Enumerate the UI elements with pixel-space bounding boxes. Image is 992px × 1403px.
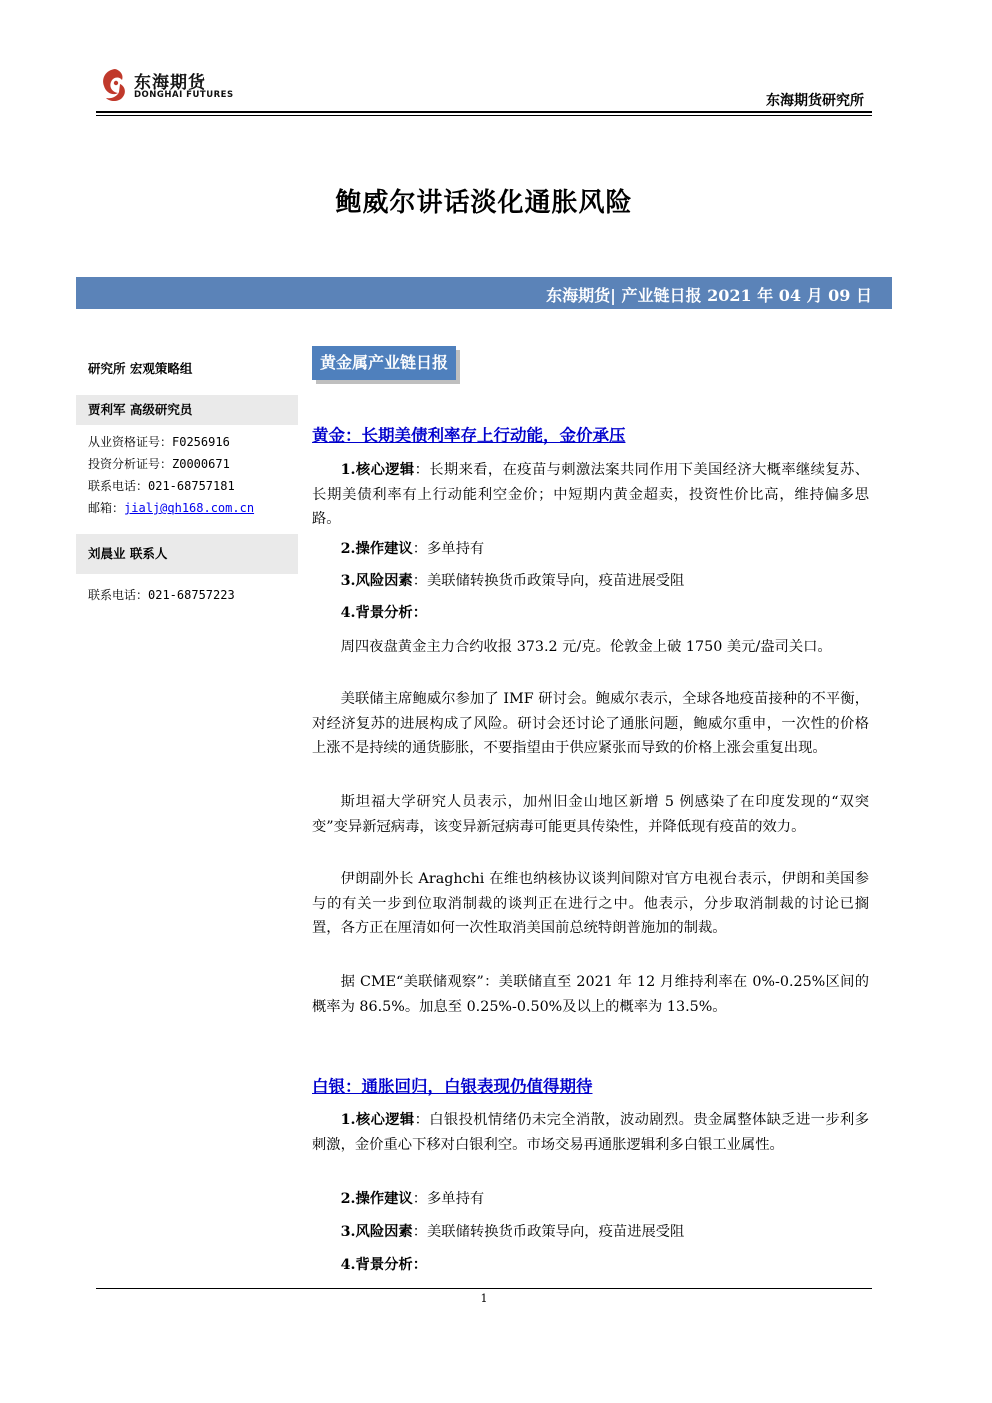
- contact-block: [76, 534, 298, 606]
- report-banner: [76, 277, 892, 309]
- email-label: 邮箱：: [88, 501, 125, 515]
- gold-advice-text: ：多单持有: [412, 541, 485, 557]
- sidebar: [76, 354, 298, 384]
- silver-bg-label: 4.背景分析：: [340, 1257, 428, 1273]
- qualification-number: 从业资格证号：F0256916: [88, 435, 230, 449]
- silver-logic-label: 1.核心逻辑: [340, 1112, 415, 1128]
- gold-advice: [312, 537, 869, 562]
- silver-advice: [312, 1187, 869, 1212]
- logo-cn-text: 东海期货: [134, 73, 206, 93]
- silver-heading[interactable]: 白银：通胀回归，白银表现仍值得期待: [312, 1077, 593, 1096]
- gold-para-4: 伊朗副外长 Araghchi 在维也纳核协议谈判间隙对官方电视台表示，伊朗和美国参与的有关一步到位取消制裁的谈判正在进行之中。他表示，分步取消制裁的讨论已搁置，各方正在厘清如何一次性取消美国前总统特朗普施加的制裁。: [312, 871, 869, 936]
- contact-phone: 联系电话：021-68757181: [88, 479, 235, 493]
- page-number: 1: [480, 1292, 488, 1305]
- silver-advice-label: 2.操作建议: [340, 1191, 413, 1207]
- analyst-block: [76, 395, 298, 519]
- gold-risk-text: ：美联储转换货币政策导向，疫苗进展受阻: [412, 573, 685, 589]
- contact-phone-2: 联系电话：021-68757223: [88, 588, 235, 602]
- gold-para-3: 斯坦福大学研究人员表示，加州旧金山地区新增 5 例感染了在印度发现的“双突变”变异新冠病毒，该变异新冠病毒可能更具传染性，并降低现有疫苗的效力。: [312, 794, 869, 835]
- silver-logic: [312, 1108, 869, 1157]
- silver-risk: [312, 1220, 869, 1245]
- silver-risk-text: ：美联储转换货币政策导向，疫苗进展受阻: [412, 1224, 685, 1240]
- gold-risk-label: 3.风险因素: [340, 573, 413, 589]
- dragon-logo-icon: [98, 66, 132, 104]
- header-divider-thin: [96, 115, 872, 116]
- gold-advice-label: 2.操作建议: [340, 541, 413, 557]
- header-institute: 东海期货研究所: [766, 93, 864, 109]
- section-tag: 黄金属产业链日报: [312, 346, 456, 380]
- gold-heading[interactable]: 黄金：长期美债利率存上行动能，金价承压: [312, 426, 626, 445]
- investment-analysis-number: 投资分析证号：Z0000671: [88, 457, 230, 471]
- header-divider: [96, 111, 872, 113]
- gold-logic-text: ：长期来看，在疫苗与刺激法案共同作用下美国经济大概率继续复苏、长期美债利率有上行动能利空金价；中短期内黄金超卖，投资性价比高，维持偏多思路。: [312, 462, 869, 527]
- gold-para-1: 周四夜盘黄金主力合约收报 373.2 元/克。伦敦金上破 1750 美元/盎司关口。: [340, 639, 832, 655]
- gold-bg-label: 4.背景分析：: [340, 605, 428, 621]
- gold-risk: [312, 569, 869, 594]
- contact-name-title: 刘晨业 联系人: [76, 534, 298, 574]
- silver-bg: [312, 1253, 869, 1278]
- document-title: 鲍威尔讲话淡化通胀风险: [335, 188, 633, 218]
- gold-logic: [312, 458, 869, 532]
- banner-text: 东海期货| 产业链日报 2021 年 04 月 09 日: [546, 286, 872, 305]
- gold-bg: [312, 601, 869, 626]
- silver-logic-text: ：白银投机情绪仍未完全消散，波动剧烈。贵金属整体缺乏进一步利多刺激，金价重心下移对白银利空。市场交易再通胀逻辑利多白银工业属性。: [312, 1112, 869, 1153]
- email-row: [76, 497, 298, 519]
- footer-divider: [96, 1288, 872, 1289]
- gold-para-5: 据 CME“美联储观察”：美联储直至 2021 年 12 月维持利率在 0%-0.25%区间的概率为 86.5%。加息至 0.25%-0.50%及以上的概率为 13.5%。: [312, 974, 869, 1015]
- silver-advice-text: ：多单持有: [412, 1191, 485, 1207]
- sidebar-dept: 研究所 宏观策略组: [88, 361, 193, 376]
- silver-risk-label: 3.风险因素: [340, 1224, 413, 1240]
- company-logo: [98, 66, 248, 106]
- logo-en-text: DONGHAI FUTURES: [134, 90, 234, 100]
- analyst-name-title: 贾利军 高级研究员: [76, 395, 298, 425]
- gold-logic-label: 1.核心逻辑: [340, 462, 415, 478]
- email-link[interactable]: jialj@qh168.com.cn: [124, 501, 255, 515]
- gold-para-2: 美联储主席鲍威尔参加了 IMF 研讨会。鲍威尔表示，全球各地疫苗接种的不平衡，对经济复苏的进展构成了风险。研讨会还讨论了通胀问题，鲍威尔重申，一次性的价格上涨不是持续的通货膨胀，不要指望由于供应紧张而导致的价格上涨会重复出现。: [312, 691, 869, 756]
